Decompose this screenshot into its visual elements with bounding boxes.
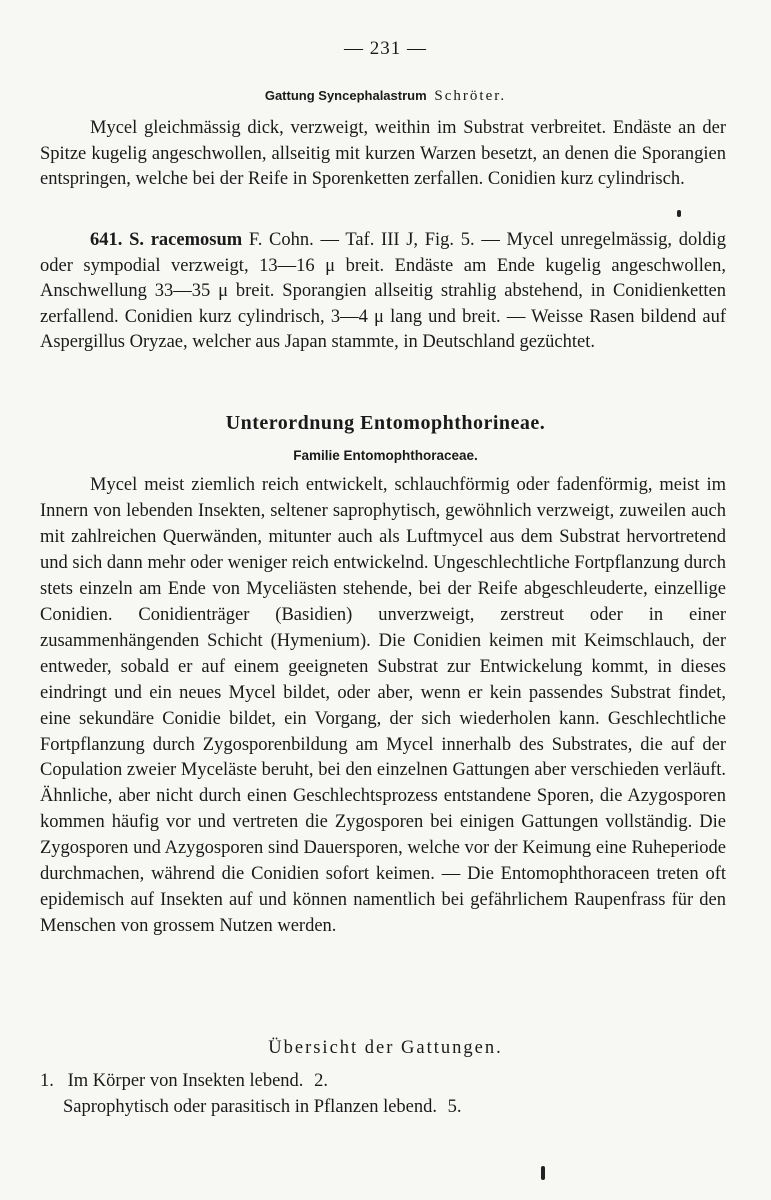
species-name: S. racemosum: [129, 230, 243, 250]
species-paragraph: [40, 228, 726, 356]
genus-heading: [0, 88, 771, 105]
family-description: Mycel meist ziemlich reich entwickelt, schlauchförmig oder fadenförmig, meist im Innern von lebenden Insekten, seltener saprophytisch, gewöhnlich verzweigt, zuweilen auch mit zahlreichen Querwänden, mitunter auch als Luftmycel aus dem Substrat hervortretend und sich dann mehr oder weniger reich entwickelnd. Ungeschlechtliche Fortpflanzung durch stets einzeln am Ende von Myceliästen stehende, bei der Reife abgeschleuderte, einzellige Conidien. Conidienträger (Basidien) unverzweigt, zerstreut oder in einer zusammenhängenden Schicht (Hymenium). Die Conidien keimen mit Keimschlauch, der entweder, sobald er auf einem geeigneten Substrat zur Entwickelung kommt, in dieses eindringt und ein neues Mycel bildet, oder aber, wenn er kein passendes Substrat findet, eine sekundäre Conidie bildet, ein Vorgang, der sich wiederholen kann. Geschlechtliche Fortpflanzung durch Zygosporenbildung am Mycel innerhalb des Substrates, die auf der Copulation zweier Myceläste beruht, bei den einzelnen Gattungen aber verschieden verläuft. Ähnliche, aber nicht durch einen Geschlechtsprozess entstandene Sporen, die Azygosporen kommen häufig vor und vertreten die Zygosporen bei einigen Gattungen vollständig. Die Zygosporen und Azygosporen sind Dauersporen, welche vor der Keimung eine Ruheperiode durchmachen, während die Conidien sofort keimen. — Die Entomophthoraceen treten oft epidemisch auf Insekten auf und können namentlich bei gefährlichem Raupenfrass für den Menschen von grossem Nutzen werden.: [40, 475, 726, 937]
genus-author: Schröter.: [434, 88, 507, 104]
genus-description: Mycel gleichmässig dick, verzweigt, weithin im Substrat verbreitet. Endäste an der Spitze kugelig angeschwollen, allseitig mit kurzen Warzen besetzt, an denen die Sporangien entspringen, welche bei der Reife in Sporenketten zerfallen. Conidien kurz cylindrisch.: [40, 118, 726, 189]
key-line-2: [63, 1097, 462, 1118]
species-text: F. Cohn. — Taf. III J, Fig. 5. — Mycel unregelmässig, doldig oder sympodial verzweigt, 13—16 μ breit. Endäste am Ende kugelig angeschwollen, Anschwellung 33—35 μ breit. Sporangien allseitig strahlig abstehend, in Conidienketten zerfallend. Conidien kurz cylindrisch, 3—4 μ lang und breit. — Weisse Rasen bildend auf Aspergillus Oryzae, welcher aus Japan stammte, in Deutschland gezüchtet.: [40, 230, 727, 352]
key-number: 1.: [40, 1071, 54, 1091]
key-lead: 2.: [314, 1071, 328, 1091]
species-number: 641.: [90, 230, 123, 250]
ink-speck: [541, 1166, 545, 1180]
genus-description-block: [40, 116, 726, 193]
overview-heading: Übersicht der Gattungen.: [268, 1038, 503, 1058]
suborder-heading: Unterordnung Entomophthorineae.: [225, 412, 546, 434]
page-number: — 231 —: [344, 38, 427, 59]
ink-speck: [677, 210, 681, 217]
key-line-1: [40, 1071, 328, 1092]
species-entry: [40, 228, 726, 356]
family-heading: Familie Entomophthoraceae.: [293, 448, 478, 463]
key-text: Im Körper von Insekten lebend.: [67, 1071, 304, 1091]
genus-name: Gattung Syncephalastrum: [264, 88, 427, 103]
key-text: Saprophytisch oder parasitisch in Pflanzen lebend.: [63, 1097, 438, 1117]
family-description-block: [40, 473, 726, 940]
key-lead: 5.: [447, 1097, 462, 1117]
